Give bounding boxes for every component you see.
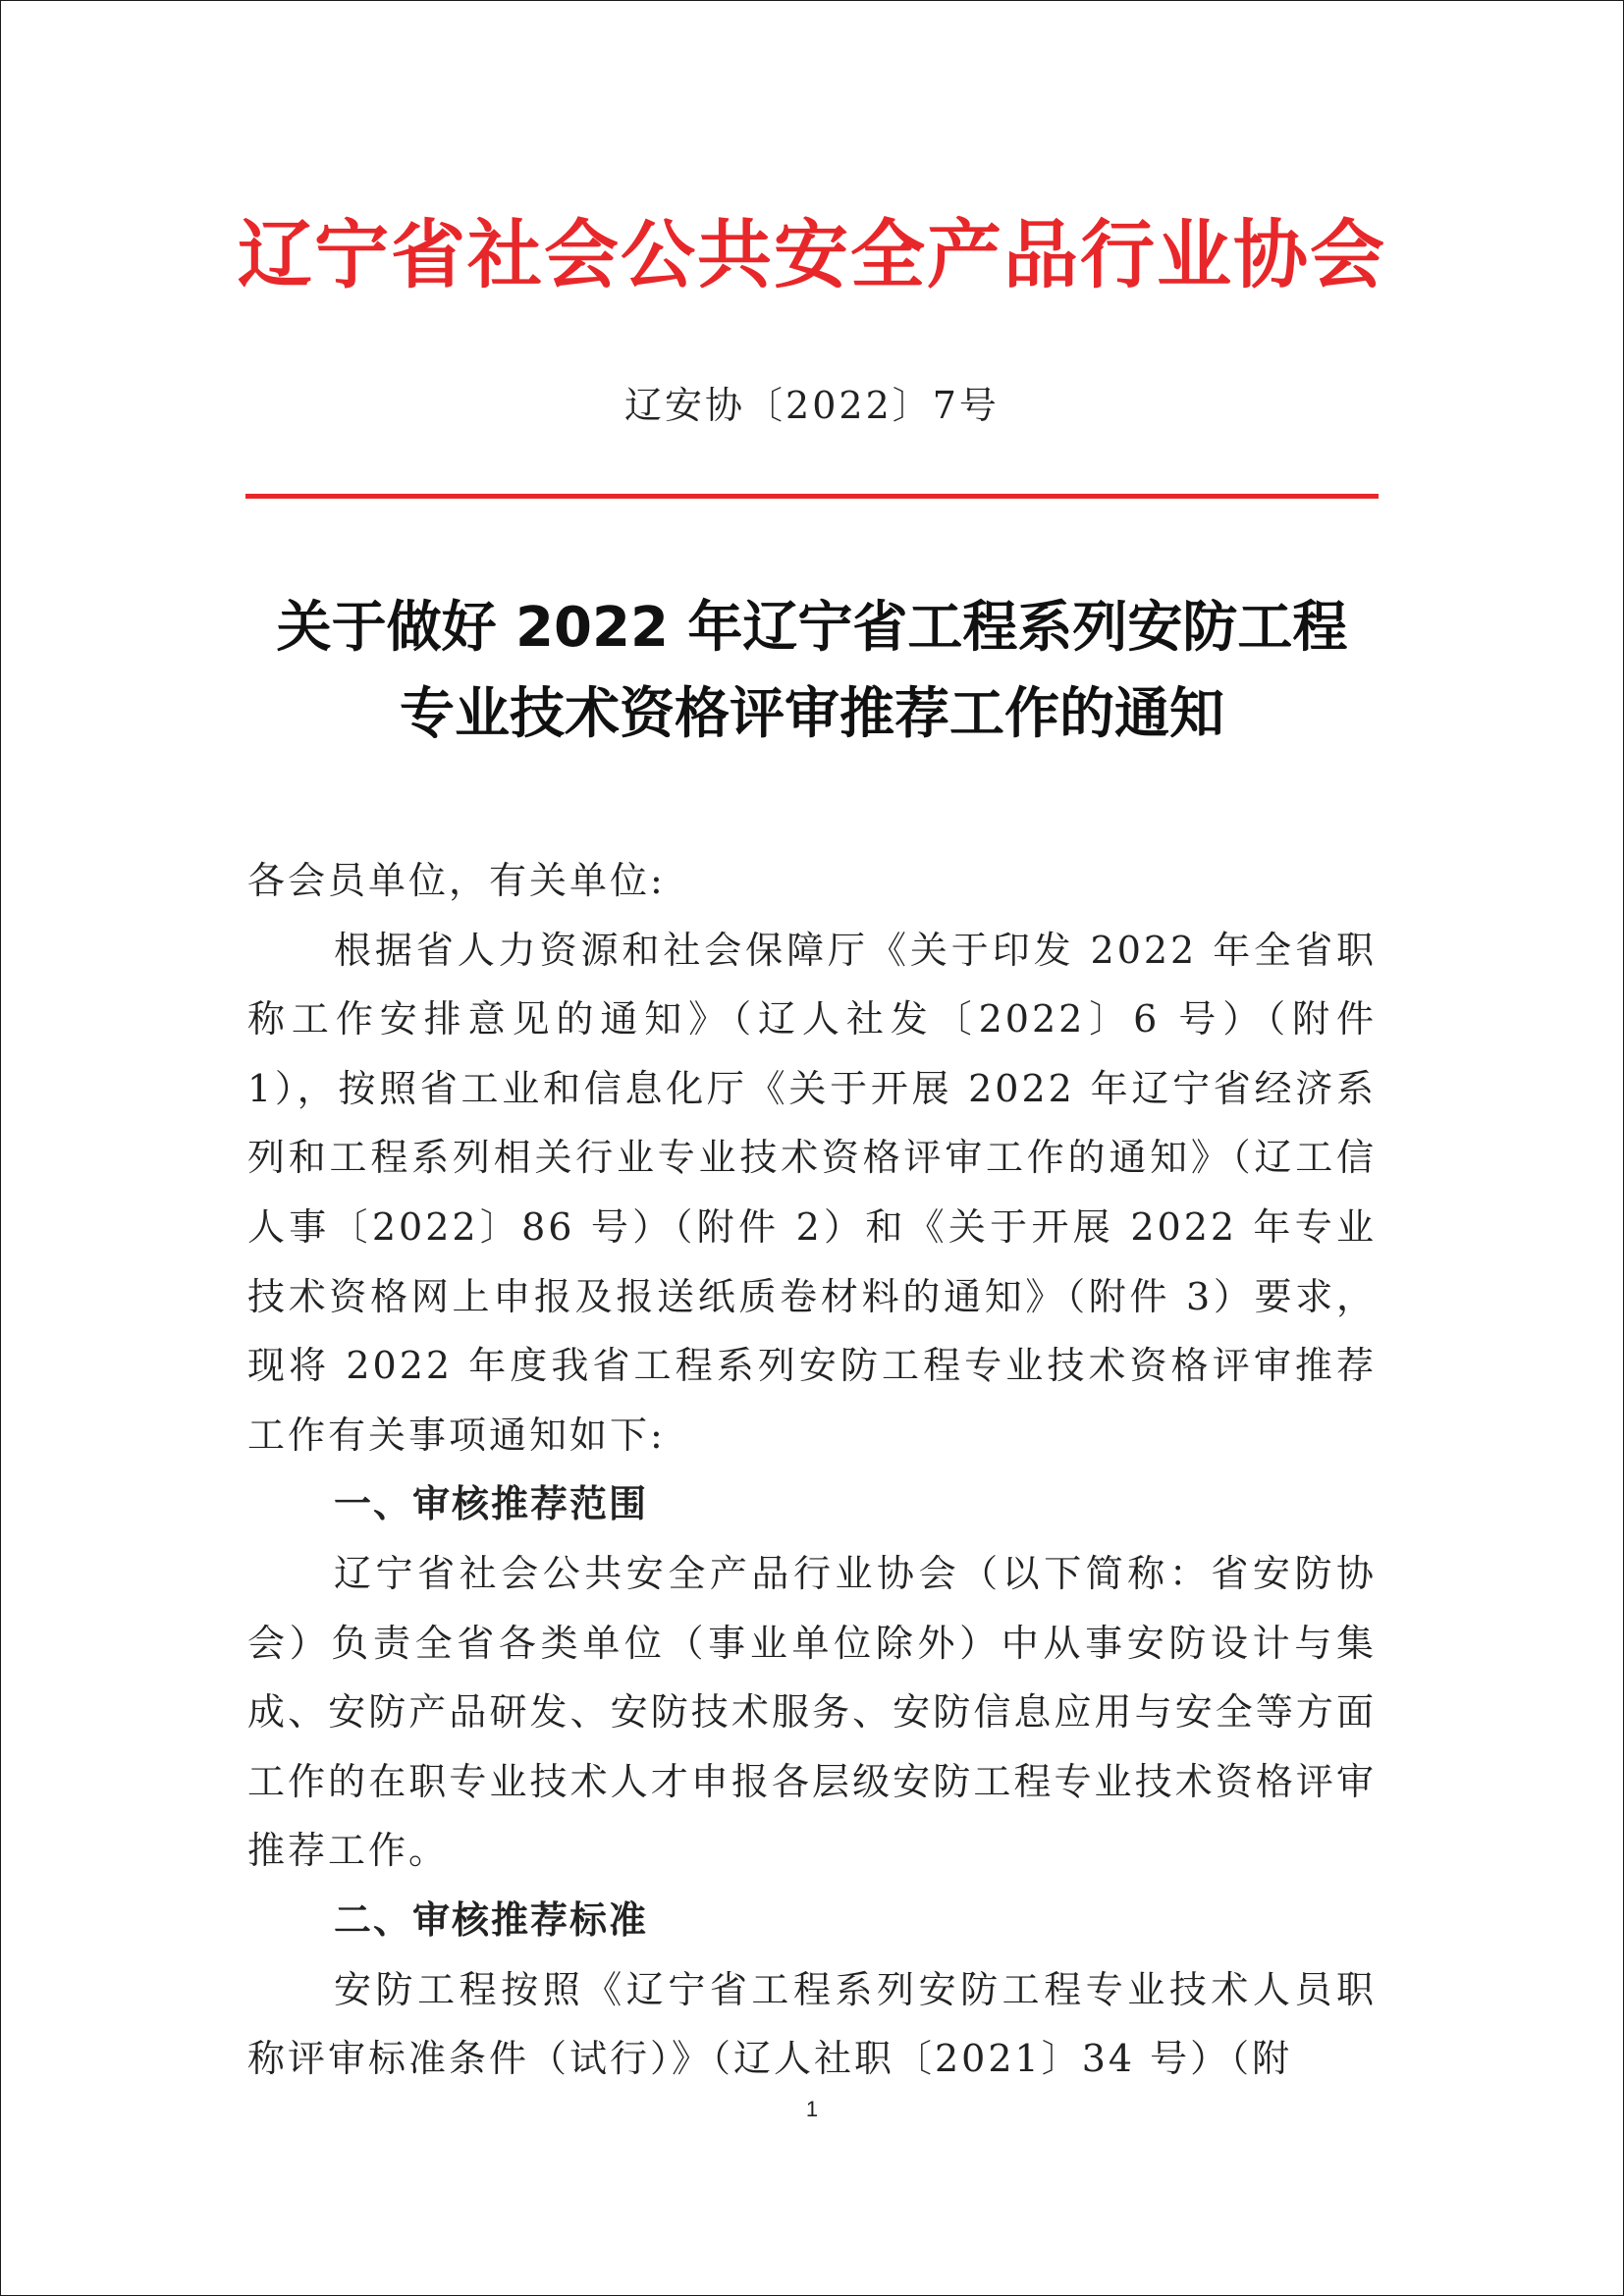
- page-number: 1: [805, 2097, 819, 2121]
- document-title-line-1: 关于做好 2022 年辽宁省工程系列安防工程: [276, 596, 1348, 660]
- document-body: [247, 846, 1377, 2094]
- document-title: [147, 585, 1477, 758]
- red-divider-rule: [245, 494, 1379, 499]
- organization-letterhead: 辽宁省社会公共安全产品行业协会: [238, 211, 1386, 298]
- document-number: 辽安协〔2022〕7号: [624, 384, 1000, 427]
- intro-paragraph: 根据省人力资源和社会保障厅《关于印发 2022 年全省职称工作安排意见的通知》（辽人社发〔2022〕6 号）（附件 1），按照省工业和信息化厅《关于开展 2022 年辽宁省经济系列和工程系列相关行业专业技术资格评审工作的通知》（辽工信人事〔2022〕86 号）（附件 2）和《关于开展 2022 年专业技术资格网上申报及报送纸质卷材料的通知》（附件 3）要求，现将 2022 年度我省工程系列安防工程专业技术资格评审推荐工作有关事项通知如下:: [247, 928, 1377, 1457]
- section-1-heading: 一、审核推荐范围: [334, 1482, 649, 1526]
- salutation: 各会员单位，有关单位:: [247, 859, 666, 902]
- section-2-paragraph: 安防工程按照《辽宁省工程系列安防工程专业技术人员职称评审标准条件（试行）》（辽人社职〔2021〕34 号）（附: [247, 1967, 1377, 2081]
- section-1-paragraph: 辽宁省社会公共安全产品行业协会（以下简称：省安防协会）负责全省各类单位（事业单位除外）中从事安防设计与集成、安防产品研发、安防技术服务、安防信息应用与安全等方面工作的在职专业技术人才申报各层级安防工程专业技术资格评审推荐工作。: [247, 1551, 1377, 1873]
- document-title-line-2: 专业技术资格评审推荐工作的通知: [400, 682, 1224, 746]
- section-2-heading: 二、审核推荐标准: [334, 1897, 649, 1942]
